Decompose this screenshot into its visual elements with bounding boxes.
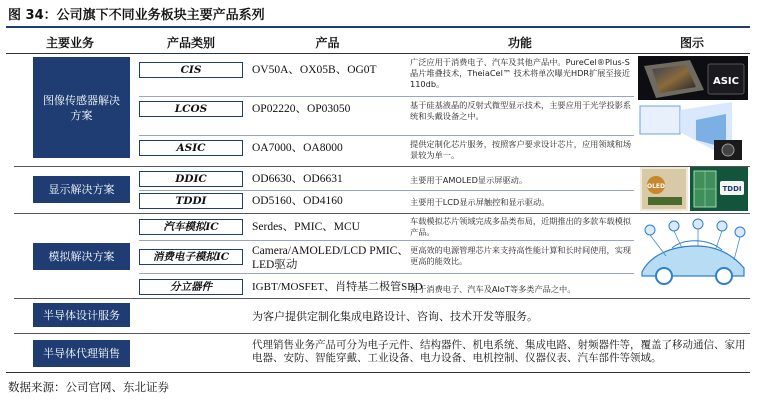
category-discrete: 分立器件	[139, 279, 243, 295]
section-divider	[14, 213, 750, 214]
function-auto-analog: 车载模拟芯片领域完成多品类布局，近期推出的多款车载模拟产品。	[410, 216, 632, 237]
lcos-panel	[640, 106, 680, 134]
tddi-display-image	[690, 167, 748, 211]
header-rule	[6, 53, 750, 54]
row-divider	[139, 96, 634, 97]
sensor-link	[734, 237, 740, 260]
products-distribution: 代理销售业务产品可分为电子元件、结构器件、机电系统、集成电路、射频器件等，覆盖了移动通信、家用电器、安防、智能穿戴、工业设备、电力设备、电机控制、仪器仪表、汽车部件等领域。	[252, 340, 746, 364]
sensor-link	[650, 235, 666, 256]
category-asic: ASIC	[139, 140, 243, 156]
category-tddi: TDDI	[139, 193, 243, 209]
section-divider	[14, 333, 750, 334]
footer-rule	[6, 372, 750, 373]
function-lcos: 基于硅基液晶的反射式微型显示技术，主要应用于光学投影系统和头戴设备之中。	[410, 100, 632, 121]
category-consumer-analog-ic: 消费电子模拟IC	[139, 249, 243, 265]
products-asic: OA7000、OA8000	[252, 142, 343, 154]
cis-chip-illustration	[638, 56, 748, 100]
function-ddic: 主要用于AMOLED显示屏驱动。	[410, 175, 528, 185]
function-asic: 提供定制化芯片服务，按照客户要求设计芯片，应用领域和场景较为单一。	[410, 139, 632, 160]
products-lcos: OP02220、OP03050	[252, 103, 351, 115]
tddi-badge-label: TDDI	[722, 185, 742, 193]
function-discrete: 用于消费电子、汽车及AIoT等多类产品之中。	[410, 284, 576, 294]
row-divider	[139, 135, 634, 136]
category-auto-analog-ic: 汽车模拟IC	[139, 219, 243, 235]
sensor-node	[735, 227, 745, 237]
sensor-link	[716, 231, 722, 248]
products-discrete: IGBT/MOSFET、肖特基二极管SBD	[252, 281, 423, 293]
products-design-service: 为客户提供定制化集成电路设计、咨询、技术开发等服务。	[252, 311, 538, 323]
products-auto-analog: Serdes、PMIC、MCU	[252, 221, 360, 233]
sensor-node	[645, 225, 655, 235]
car-illustration	[636, 216, 750, 296]
tddi-illustration	[690, 167, 748, 211]
car-wheel-rear	[716, 268, 732, 284]
segment-image-sensor: 图像传感器解决方案	[33, 57, 130, 158]
header-function: 功能	[507, 36, 532, 50]
products-consumer-analog-line1: Camera/AMOLED/LCD PMIC、	[252, 245, 409, 257]
oled-badge-label: OLED	[646, 183, 666, 190]
function-consumer-analog: 更高效的电源管理芯片来支持高性能计算和长时间使用，实现更高的能效比。	[410, 245, 632, 266]
sensor-node	[693, 219, 703, 229]
products-consumer-analog-line2: LED驱动	[252, 259, 298, 271]
header-business: 主要业务	[45, 36, 94, 50]
section-divider	[14, 298, 750, 299]
oled-display-image	[640, 167, 688, 211]
car-wheel-front	[656, 268, 672, 284]
projector-lens	[722, 144, 734, 156]
figure-title: 图 34：公司旗下不同业务板块主要产品系列	[8, 8, 265, 23]
lcos-illustration	[636, 100, 748, 164]
sensor-node	[717, 221, 727, 231]
row-divider	[139, 240, 634, 241]
segment-display: 显示解决方案	[33, 176, 130, 203]
products-tddi: OD5160、OD4160	[252, 195, 343, 207]
category-cis: CIS	[139, 62, 243, 78]
oled-strip	[648, 197, 682, 205]
segment-analog: 模拟解决方案	[33, 243, 130, 270]
category-lcos: LCOS	[139, 101, 243, 117]
header-category: 产品类别	[166, 36, 215, 50]
lcos-projection-image	[636, 100, 748, 164]
products-ddic: OD6630、OD6631	[252, 173, 343, 185]
title-rule	[6, 26, 750, 28]
asic-chip-label: ASIC	[712, 76, 740, 87]
products-cis: OV50A、OX05B、OG0T	[252, 64, 377, 76]
cis-sensor-image	[638, 56, 748, 100]
function-tddi: 主要用于LCD显示屏触控和显示驱动。	[410, 197, 550, 207]
oled-illustration	[640, 167, 688, 211]
category-ddic: DDIC	[139, 171, 243, 187]
segment-design-service: 半导体设计服务	[33, 303, 130, 327]
source-note: 数据来源：公司官网、东北证券	[8, 380, 169, 394]
row-divider	[139, 273, 634, 274]
segment-distribution: 半导体代理销售	[33, 340, 130, 367]
header-products: 产品	[315, 36, 340, 50]
row-divider	[139, 190, 634, 191]
function-cis: 广泛应用于消费电子、汽车及其他产品中。PureCel®Plus-S 晶片堆叠技术，TheiaCel™ 技术将单次曝光HDR扩展至接近110db。	[410, 57, 631, 89]
header-illustration: 图示	[679, 36, 704, 50]
sensor-node	[669, 221, 679, 231]
automotive-image	[636, 216, 750, 296]
